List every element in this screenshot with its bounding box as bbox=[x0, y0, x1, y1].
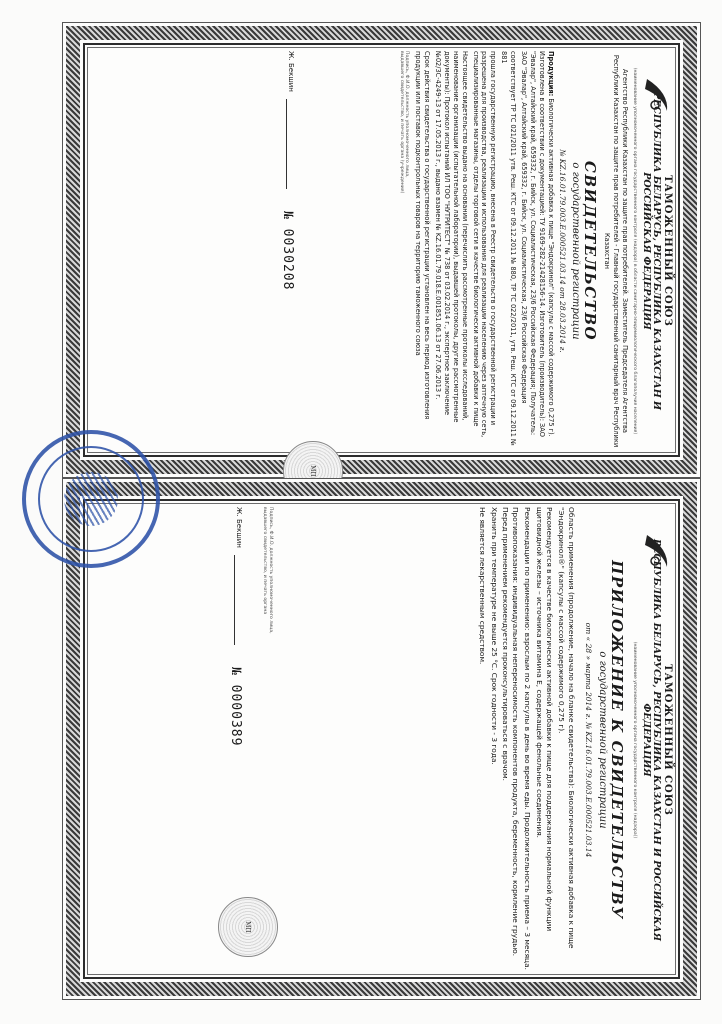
header-union: ТАМОЖЕННЫЙ СОЮЗ bbox=[662, 664, 673, 816]
signer-name: Ж. Бекшин bbox=[287, 51, 295, 92]
product-description: Биологически активная добавка к пище "Эндокринол" (капсулы с массой содержимого 0,275 г). Изготовлена в соответствии с документацией: ТУ 9169-282-21428156-14. Изготовитель (производитель): ЗАО "Эвалар", Алтайский край, 659332, г. Бийск, ул. Социалистическая, 23/6 Российская Федерация; Получатель: ЗАО "Эвалар", Алтайский край, 659332, г. Бийск, ул. Социалистическая, 23/6 Российская Федерация bbox=[520, 51, 555, 437]
registration-number: № KZ.16.01.79.003.E.000521.03.14 от 28.03.2014 г. bbox=[557, 149, 567, 353]
certificate-title: СВИДЕТЕЛЬСТВО bbox=[581, 160, 600, 342]
serial-number: № 0030208 bbox=[280, 211, 295, 291]
seal-label: МП bbox=[309, 465, 317, 477]
blue-round-stamp bbox=[22, 430, 160, 568]
header-union: ТАМОЖЕННЫЙ СОЮЗ bbox=[662, 175, 673, 327]
registration-number: от « 28 » марта 2014 г. № KZ.16.01.79.003.E.000521.03.14 bbox=[584, 622, 594, 858]
customs-union-logo-icon bbox=[639, 75, 673, 115]
appendix-title: ПРИЛОЖЕНИЕ К СВИДЕТЕЛЬСТВУ bbox=[608, 560, 627, 920]
signature-caption: Подпись, Ф.И.О. должность уполномоченного лица, выдавшего свидетельство, и печать органа bbox=[262, 507, 273, 634]
recommendation-text: Рекомендуется в качестве биологически активной добавки к пище для поддержания нормальной функции щитовидной железы – источника витамина Е, содержащей фенольные соединения. bbox=[535, 507, 555, 932]
basis-text: Настоящее свидетельство выдано на основании (перечислить рассмотренные протоколы исследований, наименование организации (испытательной лаборатории), выдавшей протоколы, другие рассмотренные документы): Протокол испытаний ИЛ ТОО "НУТРИТЕСТ" № 738 от 03.02.2014 г., экспертное заключение №02/3С-4249-13 от 17.05.2013 г., выдано взамен № KZ.16.01.79.018.E.001851.06.13 от 27.06.2013 г. bbox=[434, 51, 469, 423]
usage-text: Рекомендации по применению: взрослым по 2 капсулы в день во время еды. Продолжительность приема – 3 месяца. bbox=[523, 507, 533, 970]
application-text: Область применения (продолжение, начало на бланке свидетельства): Биологически активная добавка к пище "Эндокринол®" (капсулы с массой содержимого 0,275 г). bbox=[557, 507, 577, 949]
storage-text: Хранить при температуре не выше 25 °С. Срок годности - 3 года. bbox=[489, 507, 499, 765]
validity-text: Срок действия свидетельства о государственной регистрации установлен на весь период изготовления продукции или поставок подконтрольных товаров на территорию таможенного союза bbox=[414, 51, 432, 420]
header-republics: РЕСПУБЛИКА БЕЛАРУСЬ, РЕСПУБЛИКА КАЗАХСТАН И РОССИЙСКАЯ ФЕДЕРАЦИЯ bbox=[640, 92, 663, 410]
customs-union-logo-icon bbox=[639, 531, 673, 571]
header-republics: РЕСПУБЛИКА БЕЛАРУСЬ, РЕСПУБЛИКА КАЗАХСТАН И РОССИЙСКАЯ ФЕДЕРАЦИЯ bbox=[640, 538, 663, 942]
registration-certificate bbox=[62, 22, 701, 478]
issuing-authority: Агентство Республики Казахстан по защите прав потребителей. Заместитель Председателя Агентства Республики Казахстан по защите прав потребителей - Главный государственный санитарный врач Республики Казахстан bbox=[603, 54, 630, 448]
signature-caption: Подпись, Ф.И.О. должность уполномоченного лица, выдавшего свидетельство, и печать органа (учреждения) bbox=[398, 51, 410, 194]
registration-text: прошла государственную регистрацию, внесена в Реестр свидетельств о государственной регистрации и разрешена для производства, реализации и использования для реализации населению через аптечную сеть, специализированные магазины, отделы торговой сети в качестве биологически активной добавки к пище bbox=[471, 51, 498, 438]
not-drug-text: Не является лекарственным средством. bbox=[477, 507, 487, 665]
authority-caption: (наименование уполномоченного органа государственного контроля (надзора)) bbox=[631, 641, 637, 839]
contraindications-text: Противопоказания: индивидуальная непереносимость компонентов продукта, беременность, кормление грудью. Перед применением рекомендуется проконсультироваться с врачом. bbox=[501, 507, 521, 957]
signer-name: Ж. Бекшин bbox=[235, 507, 243, 548]
appendix-subtitle: о государственной регистрации bbox=[596, 651, 608, 829]
authority-caption: (наименование уполномоченного органа государственного контроля (надзора) в области санитарно-эпидемиологического благополучия населения) bbox=[631, 67, 637, 435]
conformity-text: соответствует ТР ТС 021/2011 утв. Реш. КТС от 09.12.2011 № 880, ТР ТС 022/2011, утв. Реш. КТС от 09.12.2011 № 881 bbox=[500, 51, 518, 446]
certificate-appendix bbox=[62, 478, 701, 1000]
serial-number: № 0000389 bbox=[228, 667, 243, 747]
certificate-subtitle: о государственной регистрации bbox=[570, 162, 582, 340]
official-seal bbox=[218, 897, 278, 957]
seal-label: МП bbox=[244, 921, 252, 933]
product-label: Продукция: bbox=[546, 51, 555, 97]
